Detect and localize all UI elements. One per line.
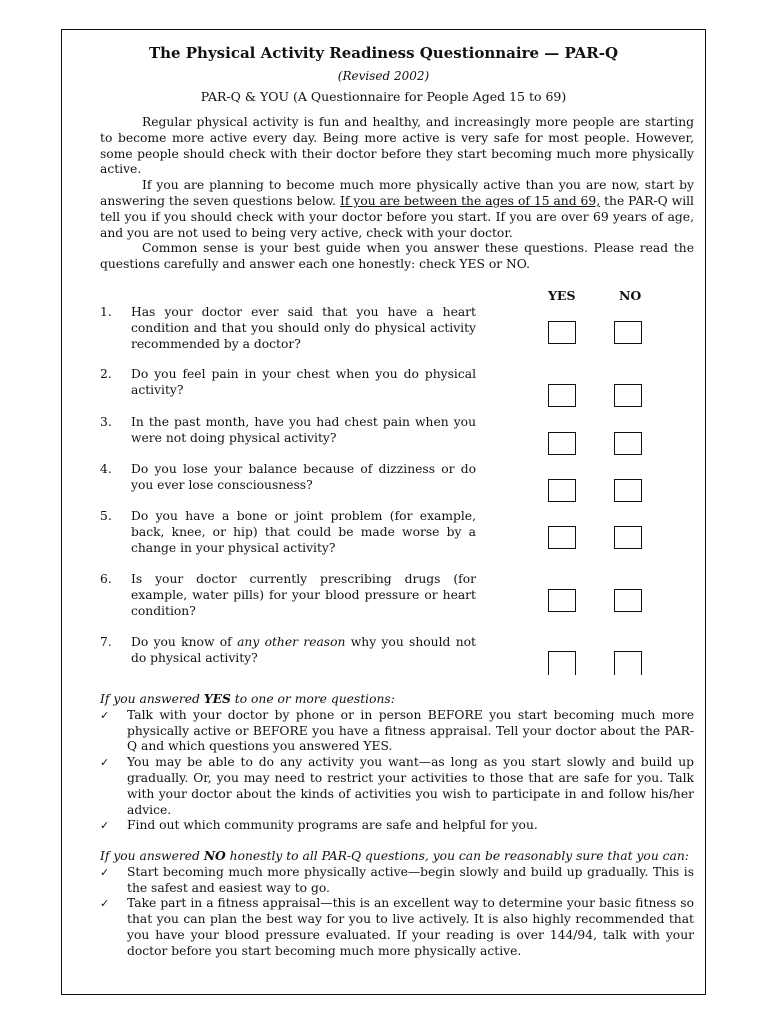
no-guidance-item: ✓ Start becoming much more physically active—begin slowly and build up gradually. This is the safest and easiest way to go. — [100, 864, 694, 895]
checkmark-icon: ✓ — [100, 819, 110, 833]
age-range-underlined: If you are between the ages of 15 and 69, — [340, 193, 601, 208]
question-6: 6. Is your doctor currently prescribing drugs (for example, water pills) for your blood pressure or heart condition? — [100, 572, 476, 618]
question-7-no-checkbox[interactable] — [614, 651, 642, 675]
intro-paragraph-3: Common sense is your best guide when you answer these questions. Please read the questions carefully and answer each one honestly: check YES or NO. — [100, 241, 694, 272]
yes-guidance-item: ✓ Find out which community programs are safe and helpful for you. — [100, 818, 538, 833]
question-3-no-checkbox[interactable] — [614, 432, 642, 455]
questionnaire-page — [61, 29, 706, 995]
question-1: 1. Has your doctor ever said that you have a heart condition and that you should only do physical activity recommended by a doctor? — [100, 305, 476, 351]
question-4-no-checkbox[interactable] — [614, 479, 642, 502]
yes-column-header: YES — [548, 288, 576, 303]
no-answer-guidance — [100, 848, 694, 960]
question-7-yes-checkbox[interactable] — [548, 651, 576, 675]
question-5-yes-checkbox[interactable] — [548, 526, 576, 549]
question-2: 2. Do you feel pain in your chest when you do physical activity? — [100, 367, 476, 397]
document-title: The Physical Activity Readiness Questionnaire — PAR-Q — [148, 44, 619, 62]
question-6-yes-checkbox[interactable] — [548, 589, 576, 612]
introduction — [100, 115, 694, 273]
yes-answer-guidance — [100, 691, 694, 834]
no-column-header: NO — [619, 288, 642, 303]
yes-guidance-item: ✓ Talk with your doctor by phone or in person BEFORE you start becoming much more physically active or BEFORE you have a fitness appraisal. Tell your doctor about the PAR-Q and which questions you answered YES. — [100, 707, 694, 754]
checkmark-icon: ✓ — [100, 897, 110, 911]
question-1-yes-checkbox[interactable] — [548, 321, 576, 344]
document-subtitle: PAR-Q & YOU (A Questionnaire for People Aged 15 to 69) — [200, 89, 567, 104]
revision-note: (Revised 2002) — [337, 69, 430, 83]
intro-paragraph-1: Regular physical activity is fun and healthy, and increasingly more people are starting to become more active every day. Being more active is very safe for most people. However, some people should check with their doctor before they start becoming much more physically active. — [100, 115, 694, 177]
checkmark-icon: ✓ — [100, 708, 110, 722]
checkmark-icon: ✓ — [100, 756, 110, 770]
question-5: 5. Do you have a bone or joint problem (for example, back, knee, or hip) that could be made worse by a change in your physical activity? — [100, 509, 476, 555]
question-4-yes-checkbox[interactable] — [548, 479, 576, 502]
question-2-no-checkbox[interactable] — [614, 384, 642, 407]
yes-guidance-item: ✓ You may be able to do any activity you want—as long as you start slowly and build up gradually. Or, you may need to restrict your activities to those that are safe for you. Talk with your doctor about the kinds of activities you wish to participate in and follow his/her advice. — [100, 755, 694, 817]
question-1-no-checkbox[interactable] — [614, 321, 642, 344]
checkmark-icon: ✓ — [100, 865, 110, 879]
question-3-yes-checkbox[interactable] — [548, 432, 576, 455]
question-4: 4. Do you lose your balance because of dizziness or do you ever lose consciousness? — [100, 462, 476, 492]
question-2-yes-checkbox[interactable] — [548, 384, 576, 407]
intro-paragraph-2: If you are planning to become much more physically active than you are now, start by answering the seven questions below. If you are between the ages of 15 and 69, the PAR-Q will tell you if you should check with your doctor before you start. If you are over 69 years of age, and you are not used to being very active, check with your doctor. — [100, 178, 694, 240]
question-6-no-checkbox[interactable] — [614, 589, 642, 612]
no-guidance-item: ✓ Take part in a fitness appraisal—this is an excellent way to determine your basic fitness so that you can plan the best way for you to live actively. It is also highly recommended that you have your blood pressure evaluated. If your reading is over 144/94, talk with your doctor before you start becoming much more physically active. — [100, 896, 694, 958]
no-guidance-heading: If you answered NO honestly to all PAR-Q questions, you can be reasonably sure that you can: — [100, 848, 689, 863]
question-7: 7. Do you know of any other reason why you should not do physical activity? — [100, 635, 476, 665]
question-5-no-checkbox[interactable] — [614, 526, 642, 549]
question-3: 3. In the past month, have you had chest pain when you were not doing physical activity? — [100, 415, 476, 445]
yes-guidance-heading: If you answered YES to one or more questions: — [100, 691, 395, 706]
